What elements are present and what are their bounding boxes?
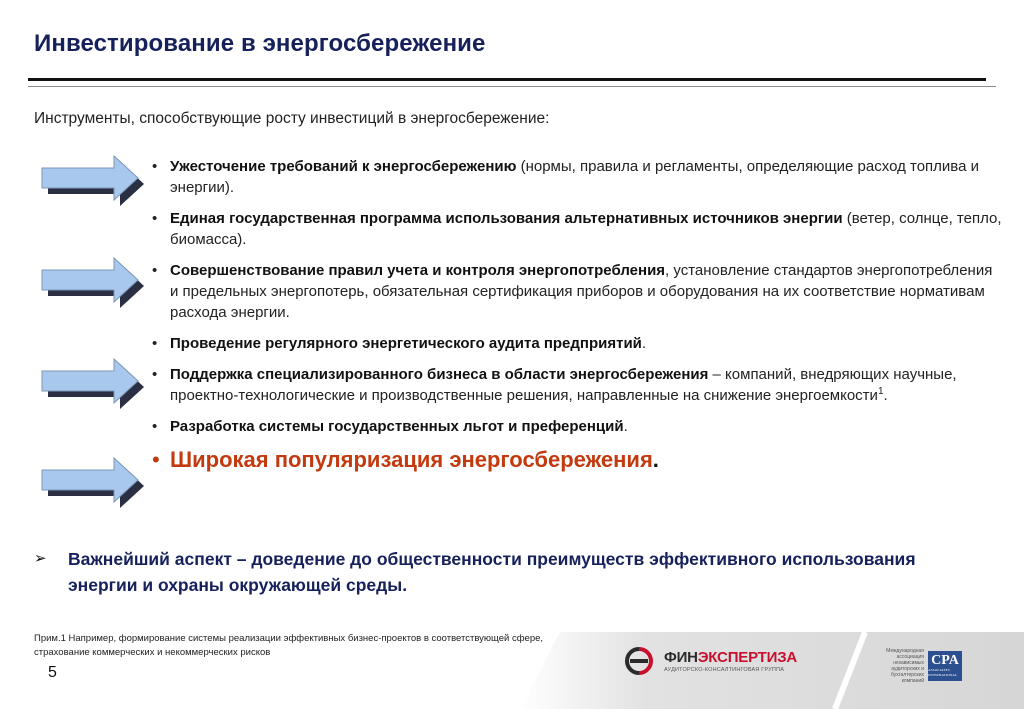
bullet-dot: • (152, 335, 158, 352)
list-item (152, 333, 1002, 354)
list-item (152, 260, 1002, 323)
finexpertiza-logo-icon (620, 646, 658, 676)
bullet-dot: • (152, 158, 158, 175)
highlight-end: . (652, 447, 659, 472)
arrowhead-bullet-icon: ➢ (34, 550, 47, 567)
list-item-bold: Совершенствование правил учета и контроля энергопотребления (170, 262, 666, 279)
list-item-text: . (641, 335, 647, 352)
bullet-dot: • (152, 262, 158, 279)
cpa-badge-subtext: ASSOCIATES INTERNATIONAL (928, 668, 958, 677)
list-item-bold: Ужесточение требований к энергосбережению (170, 158, 517, 175)
cpa-badge-text: CPA (931, 653, 959, 668)
bullet-dot: • (152, 418, 158, 435)
page-number: 5 (48, 664, 57, 681)
list-item-bold: Поддержка специализированного бизнеса в области энергосбережения (170, 366, 709, 383)
key-point-text: Важнейший аспект – доведение до общественности преимуществ эффективного использования энергии и охраны окружающей среды. (68, 549, 916, 595)
list-item-text: – компаний, внедряющих научные, проектно-технологические и производственные решения, направленные на снижение энергоемкости (170, 366, 957, 404)
cpa-caption: Международная ассоциация независимых аудиторских и бухгалтерских компаний (886, 648, 924, 684)
bullet-dot: • (152, 210, 158, 227)
title-divider-thin (28, 86, 996, 87)
cpa-badge-icon (928, 651, 962, 681)
list-item-text: (нормы, правила и регламенты, определяющие расход топлива и энергии). (170, 158, 979, 196)
arrow-right-icon (38, 256, 148, 308)
arrow-right-icon (38, 154, 148, 206)
intro-text: Инструменты, способствующие росту инвестиций в энергосбережение: (34, 110, 550, 127)
logo-subtitle: АУДИТОРСКО-КОНСАЛТИНГОВАЯ ГРУППА (664, 667, 785, 673)
highlight-item (152, 447, 1002, 473)
footnote (34, 632, 543, 660)
footnote-line: страхование коммерческих и некоммерческих рисков (34, 647, 271, 658)
logo-name-part1: ФИН (664, 649, 698, 666)
bullet-dot: • (152, 366, 158, 383)
list-item-bold: Единая государственная программа использования альтернативных источников энергии (170, 210, 843, 227)
list-item-text: . (623, 418, 628, 435)
list-item (152, 208, 1002, 250)
bullet-dot: • (152, 447, 160, 472)
logo-name-part2: ЭКСПЕРТИЗА (697, 649, 798, 666)
list-item (152, 364, 1002, 406)
list-item-end: . (883, 387, 888, 404)
title-divider-thick (28, 78, 986, 81)
cpa-logo (880, 648, 962, 684)
arrow-right-icon (38, 357, 148, 409)
footnote-ref: 1 (877, 386, 884, 397)
arrow-right-icon (38, 456, 148, 508)
footnote-line: Прим.1 Например, формирование системы реализации эффективных бизнес-проектов в соответствующей сфере, (34, 633, 544, 644)
list-item (152, 416, 1002, 437)
instrument-list (152, 156, 1002, 483)
list-item-bold: Проведение регулярного энергетического аудита предприятий (170, 335, 642, 352)
list-item-bold: Разработка системы государственных льгот и преференций (170, 418, 624, 435)
slide-title: Инвестирование в энергосбережение (34, 30, 486, 57)
list-item (152, 156, 1002, 198)
highlight-text: Широкая популяризация энергосбережения (170, 447, 653, 472)
key-point (34, 546, 934, 598)
list-item-text: (ветер, солнце, тепло, биомасса). (170, 210, 1002, 248)
list-item-text: , установление стандартов энергопотребления и предельных энергопотерь, обязательная сертификация приборов и оборудования на их соответствие нормативам расхода энергии. (170, 262, 993, 321)
finexpertiza-logo (620, 646, 797, 676)
